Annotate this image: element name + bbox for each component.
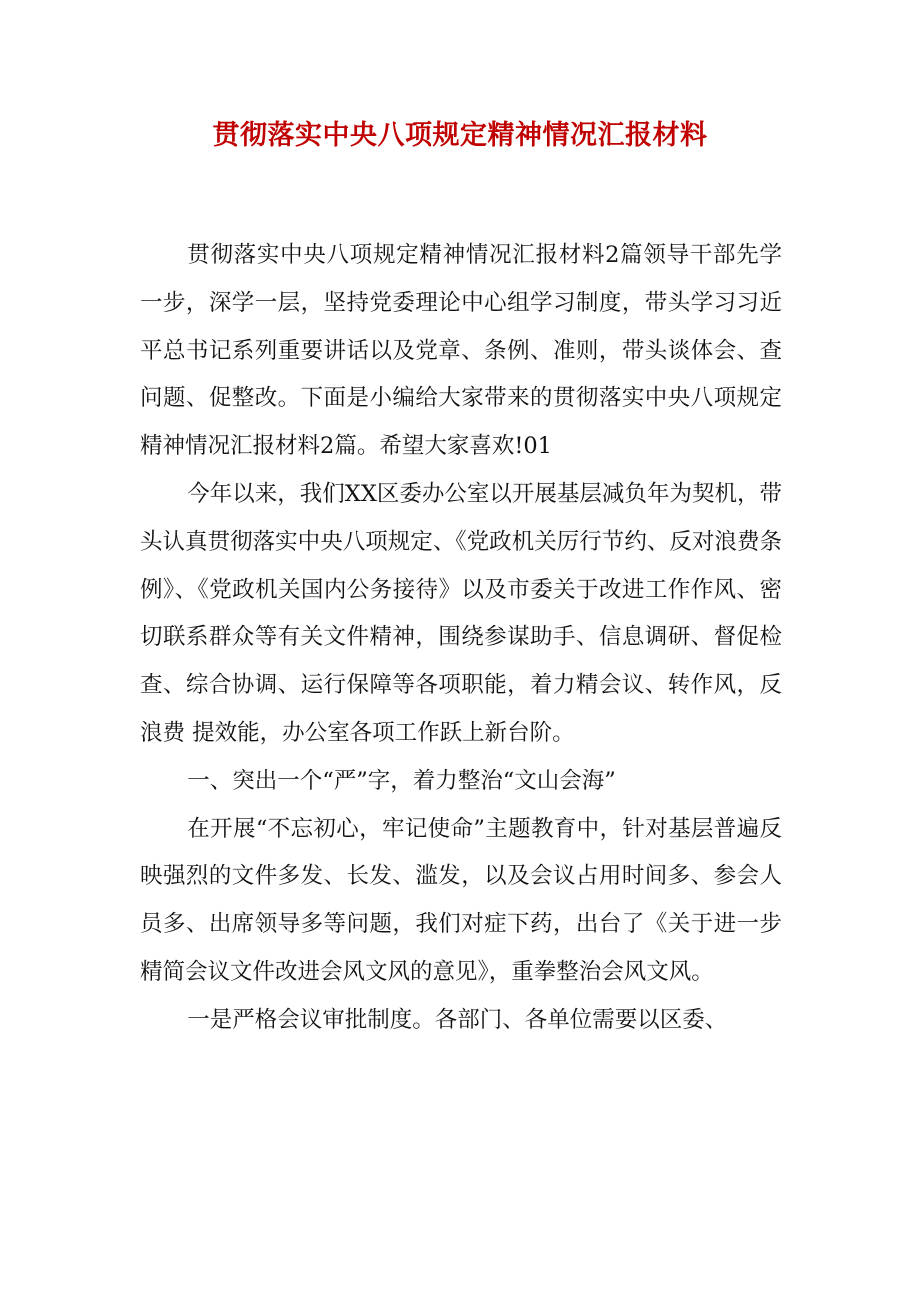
document-body [140,232,782,1045]
paragraph-overview: 今年以来，我们XX区委办公室以开展基层减负年为契机，带头认真贯彻落实中央八项规定、《党政机关厉行节约、反对浪费条例》、《党政机关国内公务接待》以及市委关于改进工作作风、密切联系群众等有关文件精神，围绕参谋助手、信息调研、督促检查、综合协调、运行保障等各项职能，着力精会议、转作风，反浪费 提效能，办公室各项工作跃上新台阶。 [140,480,782,746]
paragraph-point-1: 一是严格会议审批制度。各部门、各单位需要以区委、 [187,1006,728,1033]
paragraph-section-1: 在开展“不忘初心，牢记使命”主题教育中，针对基层普遍反映强烈的文件多发、长发、滥发，以及会议占用时间多、参会人员多、出席领导多等问题，我们对症下药，出台了《关于进一步精简会议文件改进会风文风的意见》，重拳整治会风文风。 [140,815,782,985]
section-heading-1: 一、突出一个“严”字，着力整治“文山会海” [187,767,616,794]
document-title: 贯彻落实中央八项规定精神情况汇报材料 [212,120,708,151]
paragraph-intro: 贯彻落实中央八项规定精神情况汇报材料2篇领导干部先学一步，深学一层，坚持党委理论中心组学习制度，带头学习习近平总书记系列重要讲话以及党章、条例、准则，带头谈体会、查问题、促整改。下面是小编给大家带来的贯彻落实中央八项规定精神情况汇报材料2篇。希望大家喜欢!01 [140,242,782,460]
